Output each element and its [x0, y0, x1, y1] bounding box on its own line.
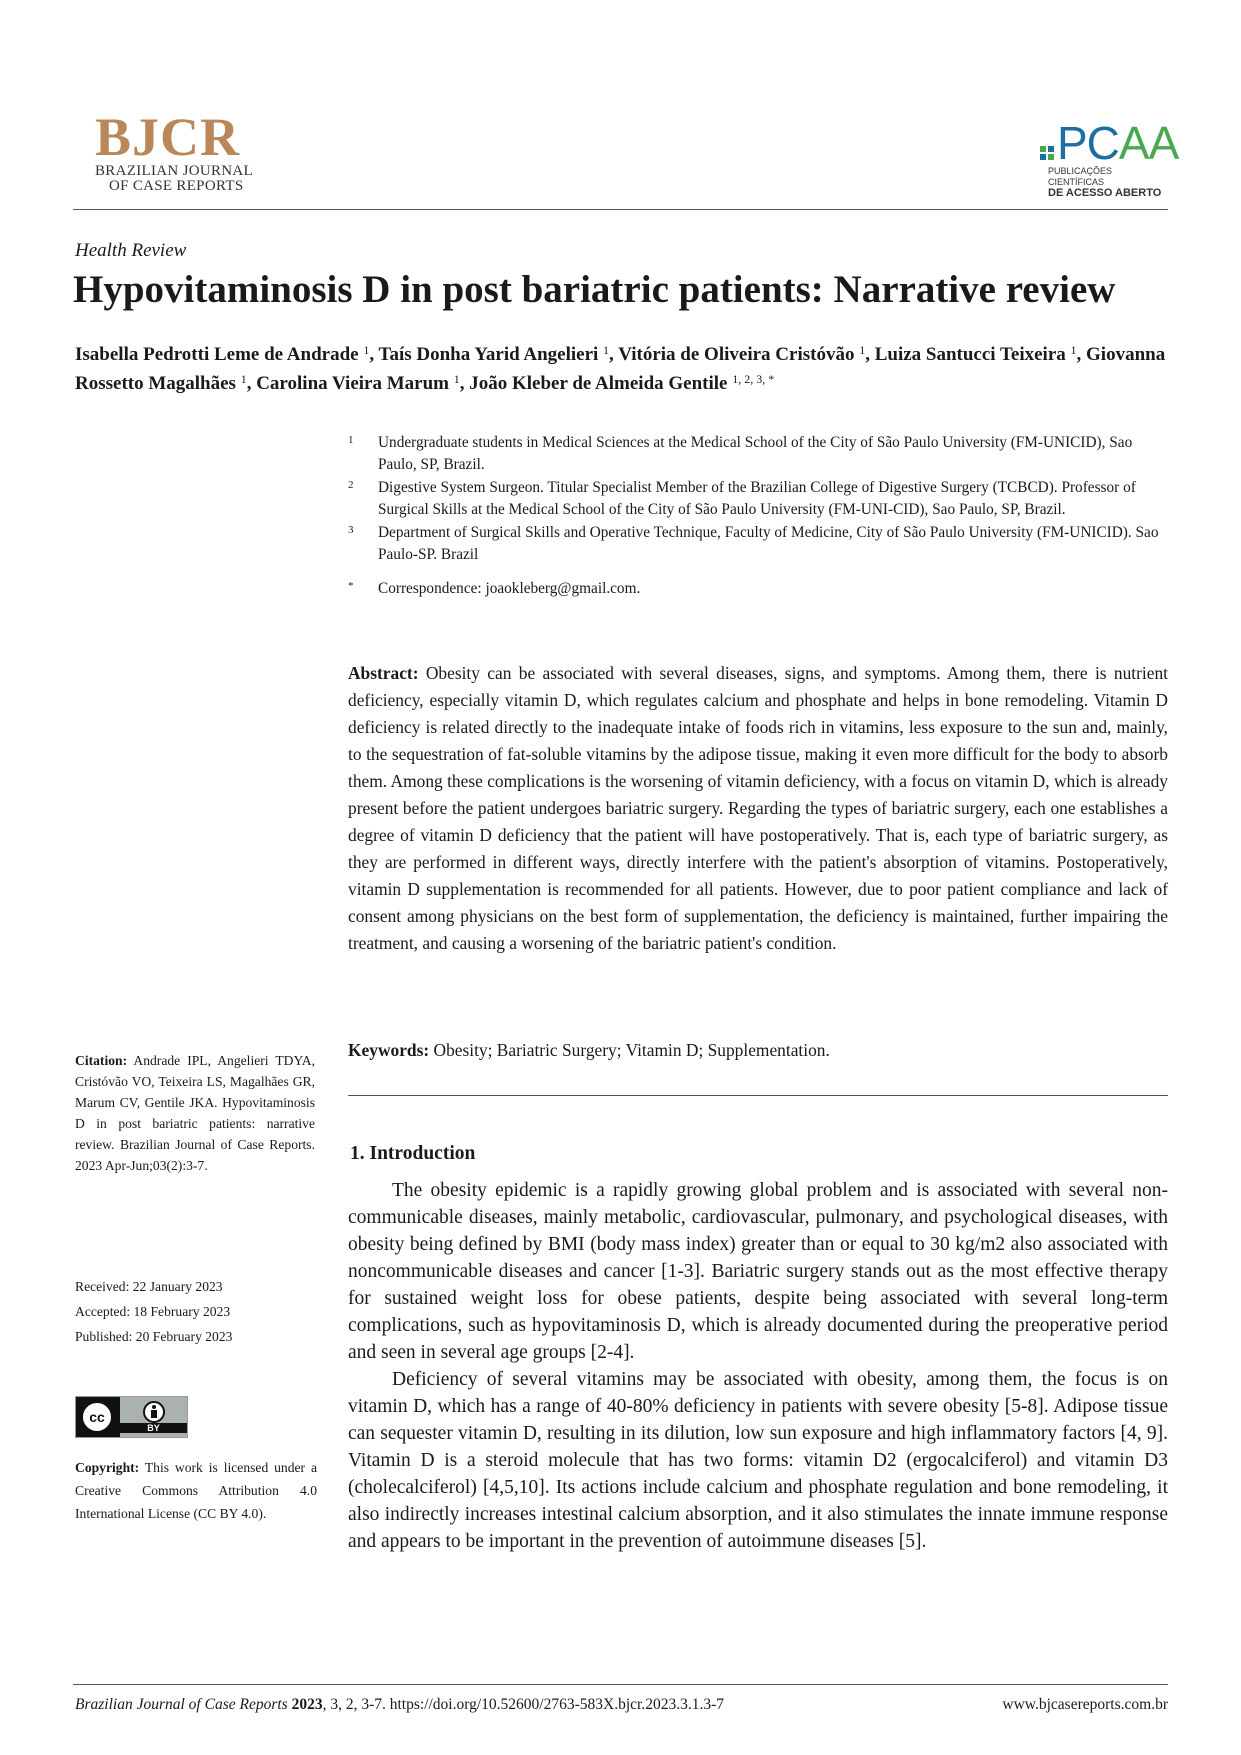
citation-block	[75, 1050, 315, 1176]
affiliation-item	[348, 432, 1170, 476]
journal-logo[interactable]	[95, 107, 255, 194]
publisher-logo-tag-1: PUBLICAÇÕES CIENTÍFICAS	[1048, 166, 1113, 187]
by-label: BY	[120, 1423, 187, 1433]
footer-journal: Brazilian Journal of Case Reports	[75, 1696, 288, 1713]
author: João Kleber de Almeida Gentile $^{1, 2, 3, *}$	[469, 372, 775, 394]
accepted-date: Accepted: 18 February 2023	[75, 1304, 231, 1319]
article-section-label: Health Review	[75, 240, 187, 261]
keywords-text: Obesity; Bariatric Surgery; Vitamin D; Supplementation.	[433, 1040, 830, 1060]
publisher-logo-tag-2: DE ACESSO ABERTO	[1048, 187, 1162, 199]
affiliation-number: 2	[348, 479, 354, 491]
affiliation-text: Department of Surgical Skills and Operative Technique, Faculty of Medicine, City of São Paulo University (FM-UNICID). Sao Paulo-SP. Brazil	[378, 524, 1159, 563]
paragraph: The obesity epidemic is a rapidly growing global problem and is associated with several non-communicable diseases, mainly metabolic, cardiovascular, pulmonary, and psychological diseases, with obesity being defined by BMI (body mass index) greater than or equal to 30 kg/m2 also associated with noncommunicable diseases and cancer [1-3]. Bariatric surgery stands out as the most effective therapy for sustained weight loss for obese patients, despite being associated with several long-term complications, such as hypovitaminosis D, which is already documented during the preoperative period and seen in several age groups [2-4].	[348, 1180, 1168, 1363]
article-title: Hypovitaminosis D in post bariatric patients: Narrative review	[73, 268, 1116, 311]
published-date: Published: 20 February 2023	[75, 1329, 233, 1344]
keywords-label: Keywords:	[348, 1040, 430, 1060]
correspondence-marker: *	[348, 580, 354, 592]
author: Luiza Santucci Teixeira $^1$,	[874, 343, 1087, 365]
author: Carolina Vieira Marum $^1$,	[256, 372, 470, 394]
copyright-text: This work is licensed under a Creative Commons Attribution 4.0 International License (CC BY 4.0).	[75, 1460, 318, 1521]
author: Taís Donha Yarid Angelieri $^1$,	[378, 343, 619, 365]
publisher-logo-dots	[1040, 146, 1054, 160]
keywords	[348, 1037, 1168, 1064]
cc-icon: cc	[80, 1400, 114, 1434]
introduction-heading: 1. Introduction	[350, 1143, 476, 1164]
journal-logo-mark: BJCR	[95, 107, 241, 167]
footer-citation	[75, 1696, 724, 1714]
journal-logo-line1: BRAZILIAN JOURNAL	[95, 163, 254, 179]
correspondence	[348, 578, 1170, 600]
footer-divider	[73, 1684, 1168, 1685]
affiliation-number: 3	[348, 524, 354, 536]
abstract-text: Obesity can be associated with several diseases, signs, and symptoms. Among them, there is nutrient deficiency, especially vitamin D, which regulates calcium and phosphate and helps in bone remodeling. Vitamin D deficiency is related directly to the inadequate intake of foods rich in vitamins, less exposure to the sun and, mainly, to the sequestration of fat-soluble vitamins by the adipose tissue, making it even more difficult for the body to absorb them. Among these complications is the worsening of vitamin deficiency, with a focus on vitamin D, which is already present before the patient undergoes bariatric surgery. Regarding the types of bariatric surgery, each one establishes a degree of vitamin D deficiency that the patient will have postoperatively. That is, each type of bariatric surgery, as they are performed in different ways, directly interfere with the patient's absorption of vitamins. Postoperatively, vitamin D supplementation is recommended for all patients. However, due to poor patient compliance and lack of consent among physicians on the best form of supplementation, the deficiency is maintained, further impairing the treatment, and causing a worsening of the bariatric patient's condition.	[348, 663, 1168, 953]
attribution-icon-panel	[120, 1397, 187, 1437]
footer-website[interactable]: www.bjcasereports.com.br	[1002, 1696, 1168, 1713]
affiliation-number: 1	[348, 434, 354, 446]
author: Giovanna Rossetto Magalhães $^1$,	[75, 344, 1166, 394]
footer-doi[interactable]: , 3, 2, 3-7. https://doi.org/10.52600/2763-583X.bjcr.2023.3.1.3-7	[322, 1696, 724, 1713]
author: Isabella Pedrotti Leme de Andrade $^1$,	[75, 343, 379, 365]
affiliation-text: Undergraduate students in Medical Sciences at the Medical School of the City of São Paulo University (FM-UNICID), Sao Paulo, SP, Brazil.	[378, 434, 1133, 473]
abstract	[348, 660, 1168, 957]
abstract-divider	[348, 1095, 1168, 1096]
affiliation-item	[348, 477, 1170, 521]
paragraph: Deficiency of several vitamins may be associated with obesity, among them, the focus is on vitamin D, which has a range of 40-80% deficiency in patients with severe obesity [5-8]. Adipose tissue can sequester vitamin D, resulting in its dilution, low sun exposure and high inflammatory factors [4, 9]. Vitamin D is a steroid molecule that has two forms: vitamin D2 (ergocalciferol) and vitamin D3 (cholecalciferol) [4,5,10]. Its actions include calcium and phosphate regulation and bone remodeling, it also indirectly increases intestinal calcium absorption, and it also stimulates the innate immune response and appears to be important in the prevention of autoimmune diseases [5].	[348, 1369, 1168, 1552]
author: Vitória de Oliveira Cristóvão $^1$,	[618, 343, 875, 365]
publisher-logo[interactable]	[1040, 117, 1179, 199]
abstract-label: Abstract:	[348, 663, 419, 683]
footer-year: 2023	[291, 1696, 323, 1713]
affiliations	[348, 432, 1170, 601]
cc-by-license-badge[interactable]	[75, 1396, 188, 1438]
citation-text: Andrade IPL, Angelieri TDYA, Cristóvão VO, Teixeira LS, Magalhães GR, Marum CV, Gentile JKA. Hypovitaminosis D in post bariatric patients: narrative review. Brazilian Journal of Case Reports. 2023 Apr-Jun;03(2):3-7.	[75, 1053, 315, 1173]
header-divider	[73, 209, 1168, 210]
received-date: Received: 22 January 2023	[75, 1279, 223, 1294]
citation-label: Citation:	[75, 1053, 128, 1068]
publisher-logo-word: PCAA	[1057, 117, 1179, 169]
author-list	[75, 340, 1170, 398]
dates-block	[75, 1274, 315, 1349]
journal-logo-line2: OF CASE REPORTS	[109, 178, 244, 194]
copyright-block	[75, 1456, 317, 1525]
attribution-person-icon	[143, 1401, 165, 1423]
affiliation-text: Digestive System Surgeon. Titular Specialist Member of the Brazilian College of Digestive Surgery (TCBCD). Professor of Surgical Skills at the Medical School of the City of São Paulo University (FM-UNI-CID), Sao Paulo, SP, Brazil.	[378, 479, 1136, 518]
copyright-label: Copyright:	[75, 1460, 140, 1475]
introduction-body	[348, 1177, 1168, 1555]
publisher-logo-mark	[1040, 117, 1179, 169]
affiliation-item	[348, 522, 1170, 566]
correspondence-email[interactable]: Correspondence: joaokleberg@gmail.com.	[378, 580, 641, 597]
